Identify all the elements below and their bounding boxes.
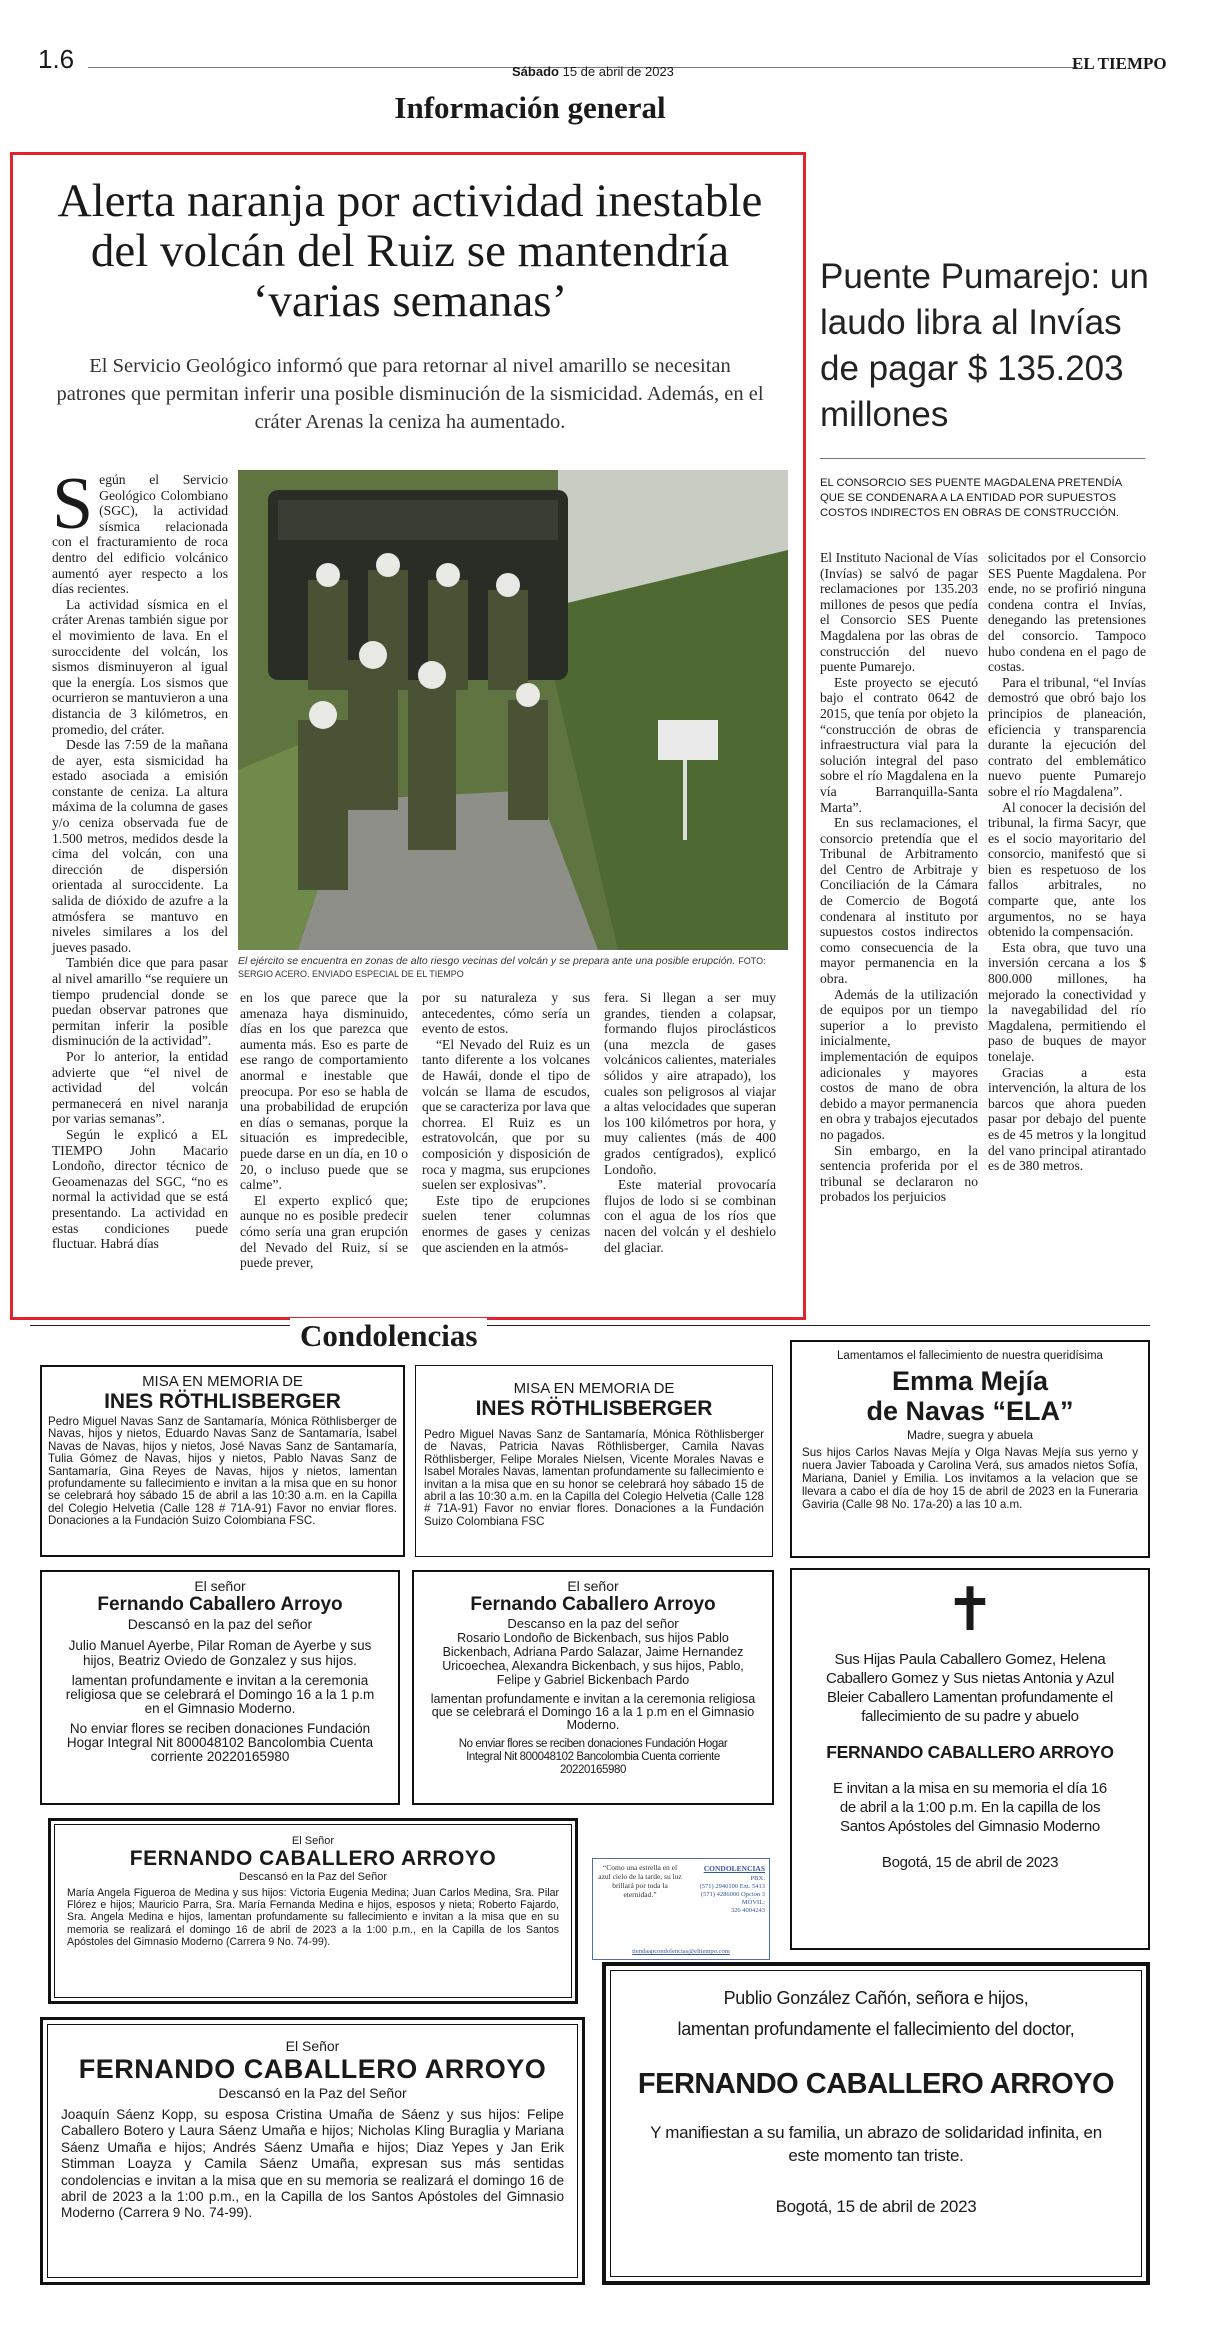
box3-role: Madre, suegra y abuela xyxy=(906,1428,1034,1442)
side-col-2-p0: solicitados por el Consorcio SES Puente Magdalena. Por ende, no se profirió ninguna condena contra el Invías, denegando las pretensiones del consorcio. Tampoco hubo condena en el pago de costas. xyxy=(988,550,1146,675)
condolence-box-2 xyxy=(415,1365,773,1557)
side-col-1-p4: Sin embargo, en la sentencia proferida por el tribunal se declararon no probados los perjuicios xyxy=(820,1142,978,1205)
main-col-3-p0: por su naturaleza y sus antecedentes, cómo sería un evento de estos. xyxy=(422,990,590,1037)
condolence-box-3 xyxy=(790,1340,1150,1558)
box8-body: Joaquín Sáenz Kopp, su esposa Cristina Umaña de Sáenz y sus hijos: Felipe Caballero Botero y Laura Sáenz Umaña e hijos; Nicholas Kling Buraglia y Mariana Sáenz Umaña e hijos; Andrés Sáenz Umaña e hijos; Diaz Yepes y Jan Erik Stimman Loayza y Camila Sáenz Umaña, expresan sus más sentidas condolencias e invitan a la misa que en su memoria se realizará el domingo 16 de abril de 2023 a la 1:00 p.m., en la Capilla de los Santos Apóstoles del Gimnasio Moderno (Carrera 9 No. 74-99). xyxy=(61,2107,564,2221)
page-number: 1.6 xyxy=(38,44,75,74)
box6-body: Sus Hijas Paula Caballero Gomez, Helena Caballero Gomez y Sus nietas Antonia y Azul Bleier Caballero Lamentan profundamente el fallecimiento de su padre y abuelo xyxy=(825,1651,1115,1725)
main-col-4-p0: fera. Si llegan a ser muy grandes, tienden a colapsar, formando flujos piroclásticos (una mezcla de gases volcánicos calientes, materiales sólidos y aire atrapado), los cuales son peligrosos al viajar a altas velocidades que superan los 100 kilómetros por hora, y muy calientes (más de 400 grados centígrados), explicó Londoño. xyxy=(604,990,776,1177)
condolences-title: Condolencias xyxy=(290,1318,487,1354)
soldiers-photo xyxy=(238,470,788,950)
condolence-box-7 xyxy=(48,1818,578,2004)
main-col-1 xyxy=(52,463,228,1252)
ad-quote: “Como una estrella en el azul cielo de la tarde, su luz brillará por toda la eternidad.” xyxy=(598,1863,682,1899)
condolence-box-5 xyxy=(412,1570,774,1805)
box8-name: FERNANDO CABALLERO ARROYO xyxy=(78,2054,547,2084)
box4-foot: No enviar flores se reciben donaciones Fundación Hogar Integral Nit 800048102 Bancolombia Cuenta corriente 20220165980 xyxy=(66,1721,374,1764)
photo-caption xyxy=(238,955,788,981)
box3-intro: Lamentamos el fallecimiento de nuestra queridísima xyxy=(837,1350,1103,1362)
side-headline: Puente Pumarejo: un laudo libra al Invías de pagar $ 135.203 millones xyxy=(820,257,1149,434)
main-col-1-p4: Según le explicó a EL TIEMPO John Macario Londoño, director técnico de Geoamenazas del SGC, “no es normal la actividad que se está presentando. La actividad en estas condiciones puede fluctuar. Habrá días xyxy=(52,1126,228,1252)
side-col-2-p4: Gracias a esta intervención, la altura de los barcos que ahora pueden pasar por debajo del puente es de 45 metros y la longitud del vano principal atirantado es de 380 metros. xyxy=(988,1064,1146,1174)
header-date-day: Sábado xyxy=(512,64,559,79)
box6-date: Bogotá, 15 de abril de 2023 xyxy=(881,1854,1059,1871)
photo-caption-text: El ejército se encuentra en zonas de alto riesgo vecinas del volcán y se prepara ante una posible erupción. xyxy=(238,955,736,967)
main-deck: El Servicio Geológico informó que para retornar al nivel amarillo se necesitan patrones que permitan inferir una posible disminución de la sismicidad. Además, en el cráter Arenas la ceniza ha aumentado. xyxy=(56,355,764,433)
header-date-rest: 15 de abril de 2023 xyxy=(562,64,674,79)
main-col-2-p1: El experto explicó que; aunque no es posible predecir cómo sería una gran erupción del Nevado del Ruiz, sí se puede prever, xyxy=(240,1192,408,1271)
box7-sub: Descansó en la Paz del Señor xyxy=(239,1871,387,1883)
ad-line-1: (571) 2940100 Ext. 5413 xyxy=(699,1883,765,1890)
box3-name1: Emma Mejía xyxy=(891,1366,1049,1396)
header-date xyxy=(512,64,674,79)
side-rule xyxy=(820,458,1145,459)
box3-body: Sus hijos Carlos Navas Mejía y Olga Navas Mejía sus yerno y nuera Javier Taboada y Carolina Verá, sus amados nietos Sofía, Mariana, Daniel y Emilia. Los invitamos a la velacion que se llevara a cabo el día de hoy 15 de abril de 2023 en la Funeraria Gaviria (Calle 98 No. 17a-20) a las 10 a.m. xyxy=(802,1446,1138,1511)
side-col-1-p3: Además de la utilización de equipos por un tiempo superior a lo previsto inicialmente, implementación de equipos adicionales y mayores costos de mano de obra debido a mayor permanencia en obra y trabajos ejecutados no pagados. xyxy=(820,986,978,1142)
box1-title: MISA EN MEMORIA DE xyxy=(142,1373,303,1390)
condolences-ad xyxy=(592,1858,770,1960)
main-col-1-p0: La actividad sísmica en el cráter Arenas también sigue por el movimiento de lava. En el suroccidente del volcán, los sismos disminuyeron al igual que la energía. Los sismos que ocurrieron se mantuvieron a una distancia de 3 kilómetros, en promedio, del cráter. xyxy=(52,596,228,737)
box4-name: Fernando Caballero Arroyo xyxy=(97,1594,343,1615)
box9-line2: lamentan profundamente el fallecimiento del doctor, xyxy=(677,2019,1075,2039)
cross-icon: ✝ xyxy=(944,1577,996,1643)
drop-cap: S xyxy=(52,463,94,545)
box5-body: lamentan profundamente e invitan a la ceremonia religiosa que se celebrará el Domingo 16 a la 1 p.m en el Gimnasio Moderno. xyxy=(430,1692,756,1732)
box9-line1: Publio González Cañón, señora e hijos, xyxy=(723,1988,1029,2008)
ad-line-2: (571) 4286000 Opción 3 xyxy=(700,1891,765,1898)
box7-pre: El Señor xyxy=(291,1835,335,1847)
condolences-rule xyxy=(30,1325,1150,1326)
condolence-box-9 xyxy=(602,1962,1150,2285)
condolence-box-8 xyxy=(40,2017,585,2285)
condolence-box-4 xyxy=(40,1570,400,1805)
box3-name2: de Navas “ELA” xyxy=(866,1396,1074,1426)
photo-illustration xyxy=(238,470,788,950)
side-kicker: EL CONSORCIO SES PUENTE MAGDALENA PRETENDÍA QUE SE CONDENARA A LA ENTIDAD POR SUPUESTOS COSTOS INDIRECTOS EN OBRAS DE CONSTRUCCIÓN. xyxy=(820,477,1122,519)
photo-credit: FOTO: SERGIO ACERO. ENVIADO ESPECIAL DE EL TIEMPO xyxy=(238,956,766,979)
box2-title: MISA EN MEMORIA DE xyxy=(513,1380,675,1397)
box2-body: Pedro Miguel Navas Sanz de Santamaría, Mónica Röthlisberger de Navas, Patricia Navas Röthlisberger, Camila Navas Röthlisberger, Felipe Morales Nielsen, Vicente Morales Navas e Isabel Morales Navas, lamentan profundamente su fallecimiento e invitan a la misa que en su honor se celebrará hoy sábado 15 de abril a las 10:30 a.m. en la Capilla del Colegio Helvetia (Calle 128 # 71A-91) Favor no enviar flores. Donaciones a la Fundación Suizo Colombiana FSC xyxy=(424,1428,764,1528)
box9-date: Bogotá, 15 de abril de 2023 xyxy=(775,2197,977,2216)
box8-sub: Descansó en la Paz del Señor xyxy=(218,2085,407,2101)
main-col-1-p2: También dice que para pasar al nivel amarillo “se requiere un tiempo prudencial donde se puedan observar patrones que permitan inferir la posible disminución de la actividad”. xyxy=(52,955,228,1049)
side-col-2-p2: Al conocer la decisión del tribunal, la firma Sacyr, que es el socio mayoritario del consorcio, manifestó que si bien es respetuoso de los fallos arbitrales, no comparte que, ante los argumentos, no se haya obtenido la compensación. xyxy=(988,799,1146,940)
side-col-1-p1: Este proyecto se ejecutó bajo el contrato 0642 de 2015, que tenía por objeto la “construcción de obras de infraestructura vial para la solución integral del paso sobre el río Magdalena en la vía Barranquilla-Santa Marta”. xyxy=(820,674,978,815)
box6-invite: E invitan a la misa en su memoria el día 16 de abril a la 1:00 p.m. En la capilla de los Santos Apóstoles del Gimnasio Moderno xyxy=(833,1780,1107,1835)
box5-pre: El señor xyxy=(567,1578,619,1594)
box9-name: FERNANDO CABALLERO ARROYO xyxy=(637,2068,1115,2100)
main-col-4 xyxy=(604,990,776,1255)
ad-line-3: MÓVIL: xyxy=(741,1899,765,1906)
ad-label: CONDOLENCIAS xyxy=(703,1864,765,1873)
box5-foot: No enviar flores se reciben donaciones Fundación Hogar Integral Nit 800048102 Bancolombia Cuenta corriente 20220165980 xyxy=(458,1738,728,1776)
side-col-1-p0: El Instituto Nacional de Vías (Invías) se salvó de pagar reclamaciones por 135.203 millones de pesos que pedía el Consorcio SES Puente Magdalena por las obras de construcción del nuevo puente Pumarejo. xyxy=(820,550,978,675)
box5-family: Rosario Londoño de Bickenbach, sus hijos Pablo Bickenbach, Adriana Pardo Salazar, Jaime Hernandez Uricoechea, Alexandra Bickenbach, y sus hijos, Pablo, Felipe y Gabriel Bickenbach Pardo xyxy=(442,1631,744,1687)
main-col-3-p1: “El Nevado del Ruiz es un tanto diferente a los volcanes de Hawái, donde el tipo de volcán se llama de escudos, que se caracteriza por lava que chorrea. El Ruiz es un estratovolcán, que por su composición y disposición de roca y magma, sus erupciones suelen ser explosivas”. xyxy=(422,1036,590,1193)
main-col-1-p1: Desde las 7:59 de la mañana de ayer, esta sismicidad ha estado asociada a emisión constante de ceniza. La altura máxima de la columna de gases y/o ceniza observada fue de 1.500 metros, medidos desde la cima del volcán, con una dirección de dispersión orientada al suroccidente. La salida de dióxido de azufre a la atmósfera se mantuvo en niveles similares a los del jueves pasado. xyxy=(52,737,228,955)
condolence-box-6 xyxy=(790,1568,1150,1950)
main-col-3 xyxy=(422,990,590,1255)
box4-body: lamentan profundamente e invitan a la ceremonia religiosa que se celebrará el Domingo 16 a la 1 p.m en el Gimnasio Moderno. xyxy=(65,1673,375,1716)
main-headline: Alerta naranja por actividad inestable del volcán del Ruiz se mantendría ‘varias semanas’ xyxy=(57,175,763,327)
box4-sub: Descansó en la paz del señor xyxy=(127,1616,313,1632)
side-col-2-p3: Esta obra, que tuvo una inversión cercana a los $ 800.000 millones, ha mejorado la conectividad y la navegabilidad del río Magdalena, permitiendo el paso de buques de mayor tonelaje. xyxy=(988,939,1146,1064)
ad-contact xyxy=(685,1875,765,1915)
condolence-box-1 xyxy=(40,1365,405,1557)
box1-name: INES RÖTHLISBERGER xyxy=(104,1390,341,1413)
main-col-4-p1: Este material provocaría flujos de lodo si se combinan con el agua de los ríos que nacen del volcán y el deshielo del glaciar. xyxy=(604,1177,776,1255)
box5-sub: Descanso en la paz del señor xyxy=(507,1616,679,1631)
main-col-3-p2: Este tipo de erupciones suelen tener columnas enormes de gases y cenizas que ascienden en la atmós- xyxy=(422,1192,590,1255)
box4-family: Julio Manuel Ayerbe, Pilar Roman de Ayerbe y sus hijos, Beatriz Oviedo de Gonzalez y sus hijos. xyxy=(68,1638,372,1668)
main-col-1-lead: egún el Servicio Geológico Colombiano (SGC), la actividad sísmica relacionada con el fracturamiento de roca dentro del edificio volcánico aumentó ayer respecto a los días recientes. xyxy=(52,472,228,597)
side-col-2-p1: Para el tribunal, “el Invías demostró que obró bajo los principios de planeación, eficiencia y transparencia durante la ejecución del contrato del emblemático nuevo puente Pumarejo sobre el río Magdalena”. xyxy=(988,674,1146,799)
ad-line-0: PBX: xyxy=(750,1875,765,1882)
box9-body: Y manifiestan a su familia, un abrazo de solidaridad infinita, en este momento tan triste. xyxy=(650,2123,1102,2165)
box6-name: FERNANDO CABALLERO ARROYO xyxy=(826,1742,1114,1762)
ad-email[interactable]: tiendaapcondolencias@eltiempo.com xyxy=(632,1948,730,1955)
box7-name: FERNANDO CABALLERO ARROYO xyxy=(129,1847,497,1870)
main-col-2 xyxy=(240,990,408,1271)
box1-body: Pedro Miguel Navas Sanz de Santamaría, Mónica Röthlisberger de Navas, hijos y nietos, Eduardo Navas Sanz de Santamaría, Isabel Navas de Navas, hijos y nietos, José Navas Sanz de Santamaría, Tulia Gómez de Navas, hijos y nietos, Pablo Navas Sanz de Santamaría, Gina Reyes de Navas, hijos y nietos, lamentan profundamente su fallecimiento e invitan a la misa que en su honor se celebrará hoy sábado 15 de abril a las 10:30 a.m. en la Capilla del Colegio Helvetia (Calle 128 # 71A-91) Favor no enviar flores. Donaciones a la Fundación Suizo Colombiana FSC. xyxy=(48,1415,397,1528)
box8-pre: El Señor xyxy=(285,2038,340,2054)
box7-body: María Angela Figueroa de Medina y sus hijos: Victoria Eugenia Medina; Juan Carlos Medina, Sra. Pilar Flórez e hijos; Mauricio Parra, Sra. María Fernanda Medina e hijos, esposos y nieta; Roberto Fajardo, Sra. Angela Medina e hijos, lamentan profundamente su fallecimiento e invitan a la misa que en su memoria se realizará el domingo 16 de abril de 2023 a la 1:00 p.m., en la Capilla de los Santos Apóstoles del Gimnasio Moderno (Carrera 9 No. 74-99). xyxy=(67,1887,559,1948)
box2-name: INES RÖTHLISBERGER xyxy=(475,1397,713,1420)
box5-name: Fernando Caballero Arroyo xyxy=(470,1594,716,1615)
main-col-1-p3: Por lo anterior, la entidad advierte que “el nivel de actividad del volcán permanecerá en nivel naranja por varias semanas”. xyxy=(52,1048,228,1127)
section-title: Información general xyxy=(394,90,666,125)
side-col-1 xyxy=(820,550,978,1205)
side-col-2 xyxy=(988,550,1146,1174)
main-col-2-p0: en los que parece que la amenaza haya disminuido, días en los que parezca que aumenta más. Eso es parte de ese rango de comportamiento anormal e inestable que preocupa. Por eso se habla de una probabilidad de erupción en días o semanas, porque la situación es impredecible, puede darse en un día, en 10 o 20, o incluso puede que se calme”. xyxy=(240,990,408,1193)
side-col-1-p2: En sus reclamaciones, el consorcio pretendía que el Tribunal de Arbitramento del Centro de Arbitraje y Conciliación de la Cámara de Comercio de Bogotá condenara al instituto por supuestos costos indirectos como consecuencia de la mayor permanencia en la obra. xyxy=(820,815,978,987)
masthead: EL TIEMPO xyxy=(1072,54,1167,73)
box4-pre: El señor xyxy=(194,1578,246,1594)
ad-line-4: 326 4004243 xyxy=(730,1907,765,1914)
